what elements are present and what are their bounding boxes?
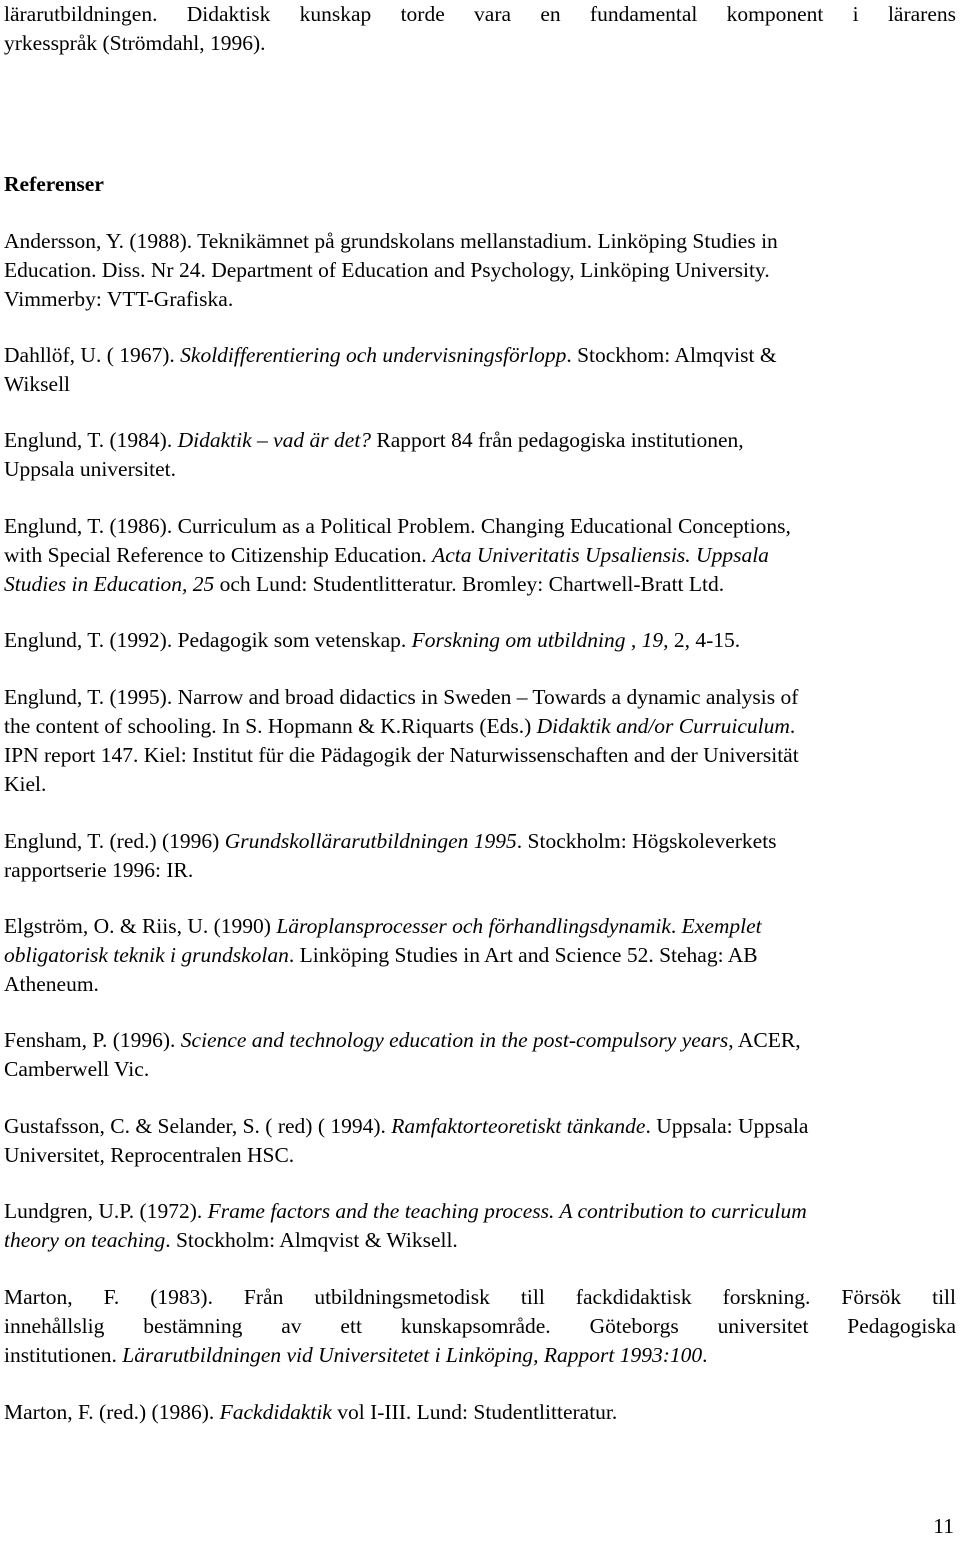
reference-title-italic: Exemplet	[681, 914, 762, 938]
reference-entry	[4, 426, 956, 484]
reference-line	[4, 1226, 956, 1255]
reference-title-italic: Läroplansprocesser och förhandlingsdynamik	[276, 914, 671, 938]
reference-text: Andersson, Y. (1988). Teknikämnet på grundskolans mellanstadium. Linköping Studies in	[4, 229, 778, 253]
reference-text: the content of schooling. In S. Hopmann & K.Riquarts (Eds.)	[4, 714, 537, 738]
reference-text: . Uppsala: Uppsala	[645, 1114, 809, 1138]
reference-line	[4, 770, 956, 799]
reference-entry	[4, 512, 956, 599]
page-number: 11	[933, 1514, 954, 1538]
intro-line: yrkesspråk (Strömdahl, 1996).	[4, 31, 266, 55]
reference-text: Englund, T. (1984).	[4, 428, 178, 452]
reference-line	[4, 570, 956, 599]
reference-text: .	[670, 914, 682, 938]
reference-text: Englund, T. (1986). Curriculum as a Political Problem. Changing Educational Conceptions,	[4, 514, 791, 538]
reference-entry	[4, 626, 956, 655]
reference-entry	[4, 1112, 956, 1170]
reference-title-italic: Didaktik and/or Curruiculum	[536, 714, 790, 738]
reference-entry	[4, 683, 956, 799]
reference-title-italic: theory on teaching	[4, 1228, 166, 1252]
reference-text: 2, 4-15.	[668, 628, 741, 652]
reference-title-italic: Ramfaktorteoretiskt tänkande	[391, 1114, 646, 1138]
reference-title-italic: Skoldifferentiering och undervisningsförlopp	[180, 343, 567, 367]
reference-text: institutionen.	[4, 1343, 123, 1367]
intro-paragraph	[4, 0, 956, 58]
reference-title-italic: Science and technology education in the post-compulsory years	[180, 1028, 729, 1052]
reference-line	[4, 712, 956, 741]
reference-text: Uppsala universitet.	[4, 457, 176, 481]
reference-text: .	[702, 1343, 708, 1367]
reference-text: Atheneum.	[4, 972, 99, 996]
reference-line	[4, 1026, 956, 1055]
reference-text: Dahllöf, U. ( 1967).	[4, 343, 181, 367]
reference-text: Gustafsson, C. & Selander, S. ( red) ( 1994).	[4, 1114, 392, 1138]
reference-text: .	[789, 714, 796, 738]
reference-entry	[4, 1398, 956, 1427]
reference-title-italic: Didaktik – vad är det?	[177, 428, 372, 452]
intro-line: lärarutbildningen. Didaktisk kunskap torde vara en fundamental komponent i lärarens	[4, 2, 956, 26]
reference-text: rapportserie 1996: IR.	[4, 858, 194, 882]
reference-line	[4, 1141, 956, 1170]
reference-text: , ACER,	[728, 1028, 801, 1052]
reference-entry	[4, 227, 956, 314]
reference-line	[4, 512, 956, 541]
reference-line	[4, 285, 956, 314]
reference-text: vol I-III. Lund: Studentlitteratur.	[331, 1400, 618, 1424]
reference-line	[4, 1283, 956, 1312]
reference-entry	[4, 827, 956, 885]
reference-text: Marton, F. (1983). Från utbildningsmetodisk till fackdidaktisk forskning. Försök till	[4, 1285, 956, 1309]
reference-text: Education. Diss. Nr 24. Department of Education and Psychology, Linköping University.	[4, 258, 770, 282]
reference-text: Universitet, Reprocentralen HSC.	[4, 1143, 295, 1167]
reference-text: Wiksell	[4, 372, 71, 396]
reference-text: Rapport 84 från pedagogiska institutionen,	[371, 428, 744, 452]
reference-entry	[4, 341, 956, 399]
reference-entry	[4, 1283, 956, 1370]
reference-line	[4, 1341, 956, 1370]
reference-line	[4, 741, 956, 770]
reference-text: . Stockholm: Almqvist & Wiksell.	[165, 1228, 458, 1252]
reference-text: Marton, F. (red.) (1986).	[4, 1400, 220, 1424]
reference-entry	[4, 1026, 956, 1084]
reference-text: Englund, T. (red.) (1996)	[4, 829, 225, 853]
reference-text: IPN report 147. Kiel: Institut für die Pädagogik der Naturwissenschaften and der Universität	[4, 743, 799, 767]
reference-text: och Lund: Studentlitteratur. Bromley: Chartwell-Bratt Ltd.	[214, 572, 725, 596]
reference-line	[4, 1398, 956, 1427]
reference-line	[4, 1312, 956, 1341]
reference-line	[4, 426, 956, 455]
reference-text: Camberwell Vic.	[4, 1057, 150, 1081]
reference-line	[4, 341, 956, 370]
reference-entry	[4, 912, 956, 999]
reference-title-italic: Studies in Education, 25	[4, 572, 215, 596]
reference-line	[4, 370, 956, 399]
reference-text: Englund, T. (1995). Narrow and broad didactics in Sweden – Towards a dynamic analysis of	[4, 685, 799, 709]
reference-title-italic: Acta Univeritatis Upsaliensis. Uppsala	[432, 543, 769, 567]
reference-title-italic: obligatorisk teknik i grundskolan	[4, 943, 289, 967]
reference-title-italic: Lärarutbildningen vid Universitetet i Linköping, Rapport 1993:100	[122, 1343, 703, 1367]
reference-line	[4, 256, 956, 285]
reference-line	[4, 970, 956, 999]
reference-text: Kiel.	[4, 772, 47, 796]
reference-title-italic: Forskning om utbildning , 19,	[411, 628, 669, 652]
reference-line	[4, 455, 956, 484]
reference-line	[4, 1055, 956, 1084]
reference-text: Vimmerby: VTT-Grafiska.	[4, 287, 234, 311]
reference-title-italic: Frame factors and the teaching process. A contribution to curriculum	[207, 1199, 807, 1223]
reference-line	[4, 626, 956, 655]
reference-line	[4, 1197, 956, 1226]
reference-text: with Special Reference to Citizenship Education.	[4, 543, 433, 567]
reference-text: innehållslig bestämning av ett kunskapsområde. Göteborgs universitet Pedagogiska	[4, 1314, 956, 1338]
reference-line	[4, 912, 956, 941]
reference-line	[4, 227, 956, 256]
reference-text: . Stockholm: Högskoleverkets	[516, 829, 777, 853]
reference-entry	[4, 1197, 956, 1255]
references-heading: Referenser	[4, 172, 104, 196]
reference-text: Lundgren, U.P. (1972).	[4, 1199, 208, 1223]
reference-text: Fensham, P. (1996).	[4, 1028, 181, 1052]
reference-line	[4, 856, 956, 885]
reference-text: . Stockhom: Almqvist &	[566, 343, 777, 367]
reference-text: Englund, T. (1992). Pedagogik som vetenskap.	[4, 628, 412, 652]
reference-text: . Linköping Studies in Art and Science 52. Stehag: AB	[288, 943, 758, 967]
reference-line	[4, 1112, 956, 1141]
reference-line	[4, 541, 956, 570]
reference-line	[4, 683, 956, 712]
reference-title-italic: Grundskollärarutbildningen 1995	[224, 829, 517, 853]
reference-line	[4, 941, 956, 970]
reference-text: Elgström, O. & Riis, U. (1990)	[4, 914, 277, 938]
reference-line	[4, 827, 956, 856]
reference-title-italic: Fackdidaktik	[219, 1400, 332, 1424]
